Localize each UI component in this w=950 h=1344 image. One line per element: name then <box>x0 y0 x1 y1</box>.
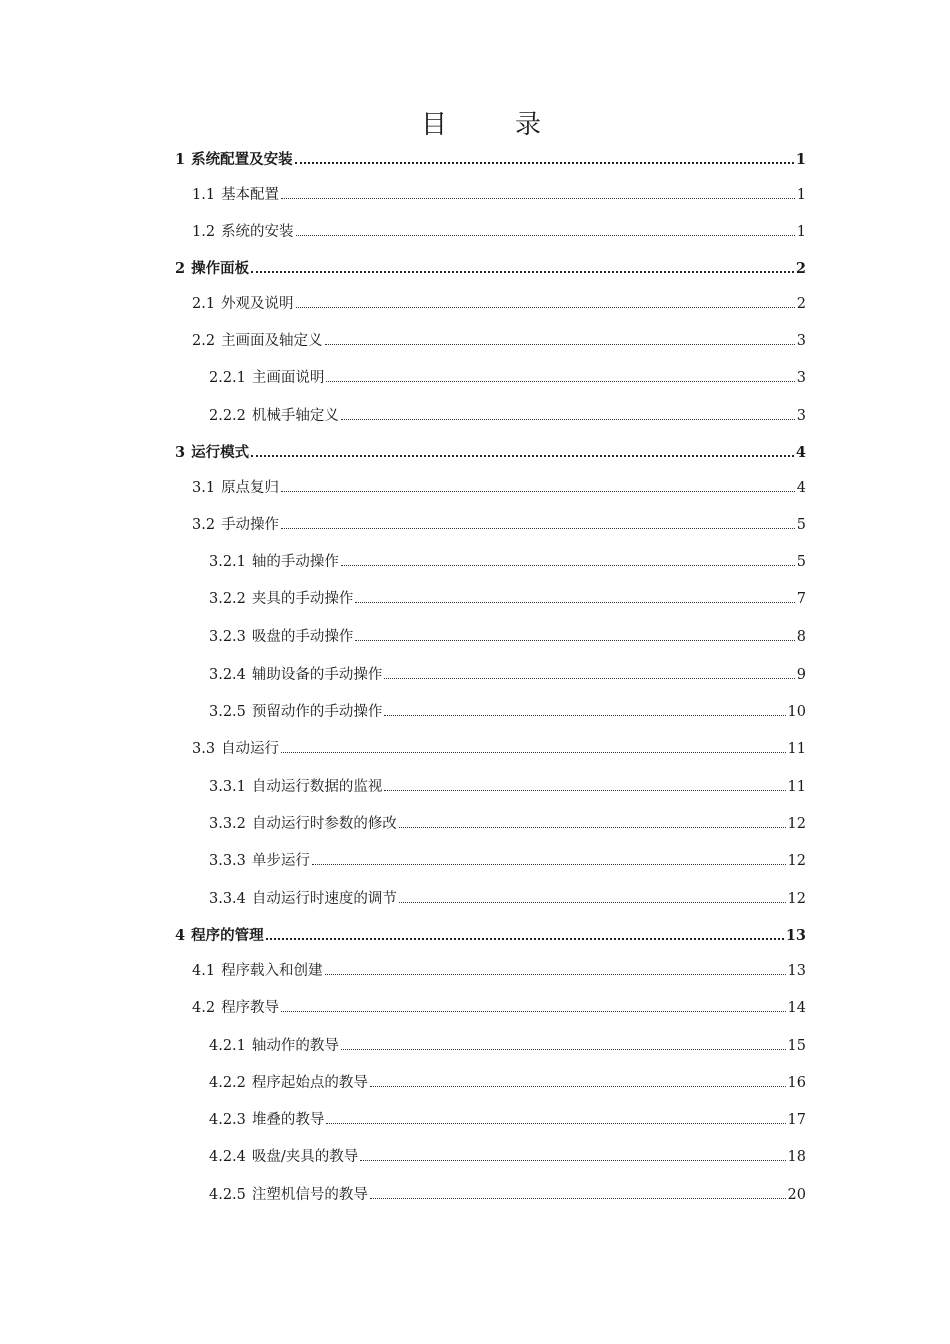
toc-entry-number: 2.2 <box>192 333 216 349</box>
toc-dot-leader <box>360 1160 785 1161</box>
toc-dot-leader <box>312 864 786 865</box>
toc-entry-page-number: 3 <box>796 408 806 424</box>
toc-entry-title: 主画面说明 <box>251 370 325 386</box>
toc-entry[interactable] <box>192 739 806 759</box>
toc-dot-leader <box>281 491 795 492</box>
toc-entry-title: 机械手轴定义 <box>251 408 339 424</box>
toc-dot-leader <box>281 1011 785 1012</box>
toc-entry[interactable] <box>192 185 806 205</box>
toc-entry[interactable] <box>209 814 806 834</box>
toc-entry-number: 3.2.4 <box>209 667 246 683</box>
toc-entry-number: 4.1 <box>192 963 216 979</box>
toc-entry-page-number: 14 <box>787 1000 806 1016</box>
toc-entry[interactable] <box>175 150 806 170</box>
toc-entry[interactable] <box>209 702 806 722</box>
toc-dot-leader <box>295 162 794 164</box>
toc-entry[interactable] <box>175 259 806 279</box>
toc-entry[interactable] <box>192 478 806 498</box>
toc-dot-leader <box>296 235 795 236</box>
toc-entry-page-number: 18 <box>787 1149 806 1165</box>
toc-entry-page-number: 3 <box>796 370 806 386</box>
toc-dot-leader <box>370 1198 786 1199</box>
toc-entry[interactable] <box>209 889 806 909</box>
toc-entry-page-number: 12 <box>787 891 806 907</box>
toc-entry-page-number: 12 <box>787 853 806 869</box>
toc-entry-title: 原点复归 <box>221 480 280 496</box>
toc-dot-leader <box>251 455 794 457</box>
toc-entry-title: 吸盘/夹具的教导 <box>251 1149 359 1165</box>
toc-entry-page-number: 16 <box>787 1075 806 1091</box>
toc-entry-title: 运行模式 <box>191 444 250 461</box>
toc-entry-title: 程序的管理 <box>191 927 264 944</box>
toc-dot-leader <box>281 752 785 753</box>
toc-entry-number: 3.3 <box>192 741 216 757</box>
toc-entry-page-number: 2 <box>796 296 806 312</box>
toc-dot-leader <box>384 715 785 716</box>
toc-entry-page-number: 5 <box>796 517 806 533</box>
toc-dot-leader <box>341 419 795 420</box>
toc-entry-page-number: 13 <box>785 927 806 944</box>
toc-entry-page-number: 4 <box>796 480 806 496</box>
toc-entry-title: 外观及说明 <box>221 296 294 312</box>
toc-dot-leader <box>399 902 786 903</box>
toc-entry-number: 3.3.2 <box>209 816 246 832</box>
toc-entry-number: 4.2.3 <box>209 1112 246 1128</box>
toc-entry-number: 3.3.4 <box>209 891 246 907</box>
toc-entry-title: 注塑机信号的教导 <box>251 1187 368 1203</box>
toc-entry-number: 3.2 <box>192 517 216 533</box>
toc-entry-title: 手动操作 <box>221 517 280 533</box>
toc-entry-number: 4 <box>175 927 186 944</box>
toc-entry-title: 轴的手动操作 <box>251 554 339 570</box>
toc-entry-number: 2.2.2 <box>209 408 246 424</box>
toc-entry-title: 自动运行 <box>221 741 280 757</box>
toc-entry[interactable] <box>209 1185 806 1205</box>
toc-entry-number: 2 <box>175 260 186 277</box>
toc-entry[interactable] <box>192 331 806 351</box>
toc-entry-title: 基本配置 <box>221 187 280 203</box>
toc-entry-page-number: 4 <box>795 444 806 461</box>
toc-entry-number: 4.2.2 <box>209 1075 246 1091</box>
toc-entry-page-number: 10 <box>787 704 806 720</box>
toc-entry[interactable] <box>209 1073 806 1093</box>
toc-entry-page-number: 8 <box>796 629 806 645</box>
toc-entry-title: 轴动作的教导 <box>251 1038 339 1054</box>
toc-entry-number: 2.2.1 <box>209 370 246 386</box>
toc-entry-number: 3.2.5 <box>209 704 246 720</box>
toc-entry-title: 程序教导 <box>221 1000 280 1016</box>
toc-entry-title: 自动运行数据的监视 <box>251 779 383 795</box>
toc-entry-number: 3 <box>175 444 186 461</box>
toc-dot-leader <box>266 938 784 940</box>
toc-entry-number: 4.2.4 <box>209 1149 246 1165</box>
toc-entry-page-number: 9 <box>796 667 806 683</box>
toc-entry-title: 系统配置及安装 <box>191 151 293 168</box>
toc-dot-leader <box>399 827 786 828</box>
toc-entry[interactable] <box>209 851 806 871</box>
toc-entry[interactable] <box>209 552 806 572</box>
toc-entry[interactable] <box>209 1147 806 1167</box>
toc-entry-page-number: 15 <box>787 1038 806 1054</box>
toc-dot-leader <box>355 602 794 603</box>
toc-entry-page-number: 17 <box>787 1112 806 1128</box>
toc-dot-leader <box>281 198 795 199</box>
toc-entry-page-number: 1 <box>796 187 806 203</box>
toc-entry-number: 1 <box>175 151 186 168</box>
toc-entry-title: 程序起始点的教导 <box>251 1075 368 1091</box>
toc-dot-leader <box>370 1086 786 1087</box>
toc-entry-page-number: 3 <box>796 333 806 349</box>
toc-entry[interactable] <box>209 1036 806 1056</box>
toc-entry[interactable] <box>175 926 806 946</box>
toc-entry-number: 3.2.2 <box>209 591 246 607</box>
toc-entry-number: 3.3.3 <box>209 853 246 869</box>
toc-dot-leader <box>251 271 794 273</box>
toc-entry-number: 4.2 <box>192 1000 216 1016</box>
toc-entry[interactable] <box>192 998 806 1018</box>
toc-entry[interactable] <box>209 627 806 647</box>
toc-entry-title: 预留动作的手动操作 <box>251 704 383 720</box>
toc-entry-page-number: 12 <box>787 816 806 832</box>
toc-entry[interactable] <box>192 961 806 981</box>
toc-entry-title: 主画面及轴定义 <box>221 333 323 349</box>
toc-entry[interactable] <box>209 368 806 388</box>
toc-entry[interactable] <box>192 515 806 535</box>
toc-entry-number: 3.1 <box>192 480 216 496</box>
toc-entry-page-number: 2 <box>795 260 806 277</box>
toc-entry-number: 2.1 <box>192 296 216 312</box>
toc-entry[interactable] <box>209 406 806 426</box>
toc-entry-number: 1.1 <box>192 187 216 203</box>
toc-dot-leader <box>325 974 786 975</box>
toc-entry[interactable] <box>192 222 806 242</box>
toc-entry[interactable] <box>209 1110 806 1130</box>
toc-dot-leader <box>384 790 785 791</box>
toc-dot-leader <box>384 678 794 679</box>
toc-entry-page-number: 1 <box>795 151 806 168</box>
toc-entry-number: 1.2 <box>192 224 216 240</box>
toc-entry-title: 吸盘的手动操作 <box>251 629 354 645</box>
toc-entry-number: 4.2.5 <box>209 1187 246 1203</box>
toc-entry[interactable] <box>192 294 806 314</box>
toc-entry-page-number: 13 <box>787 963 806 979</box>
toc-entry-page-number: 1 <box>796 224 806 240</box>
toc-dot-leader <box>281 528 795 529</box>
toc-entry-title: 系统的安装 <box>221 224 294 240</box>
toc-entry-number: 3.3.1 <box>209 779 246 795</box>
toc-title: 目录 <box>420 110 609 140</box>
toc-dot-leader <box>355 640 794 641</box>
toc-entry-title: 自动运行时速度的调节 <box>251 891 397 907</box>
toc-dot-leader <box>341 565 795 566</box>
toc-entry-page-number: 7 <box>796 591 806 607</box>
toc-entry[interactable] <box>209 665 806 685</box>
toc-entry-title: 夹具的手动操作 <box>251 591 354 607</box>
toc-entry-title: 单步运行 <box>251 853 310 869</box>
toc-entry[interactable] <box>209 777 806 797</box>
toc-dot-leader <box>325 344 795 345</box>
toc-entry-title: 操作面板 <box>191 260 250 277</box>
toc-entry[interactable] <box>175 443 806 463</box>
toc-entry-page-number: 5 <box>796 554 806 570</box>
toc-entry-number: 4.2.1 <box>209 1038 246 1054</box>
toc-entry-number: 3.2.3 <box>209 629 246 645</box>
toc-entry-title: 堆叠的教导 <box>251 1112 325 1128</box>
toc-entry-page-number: 11 <box>787 741 806 757</box>
toc-entry-page-number: 11 <box>787 779 806 795</box>
toc-entry-title: 辅助设备的手动操作 <box>251 667 383 683</box>
toc-entry-number: 3.2.1 <box>209 554 246 570</box>
toc-dot-leader <box>326 1123 785 1124</box>
toc-entry-title: 程序载入和创建 <box>221 963 323 979</box>
toc-entry-title: 自动运行时参数的修改 <box>251 816 397 832</box>
toc-dot-leader <box>341 1049 786 1050</box>
toc-dot-leader <box>296 307 795 308</box>
toc-entry-page-number: 20 <box>787 1187 806 1203</box>
toc-entry[interactable] <box>209 589 806 609</box>
toc-dot-leader <box>326 381 794 382</box>
